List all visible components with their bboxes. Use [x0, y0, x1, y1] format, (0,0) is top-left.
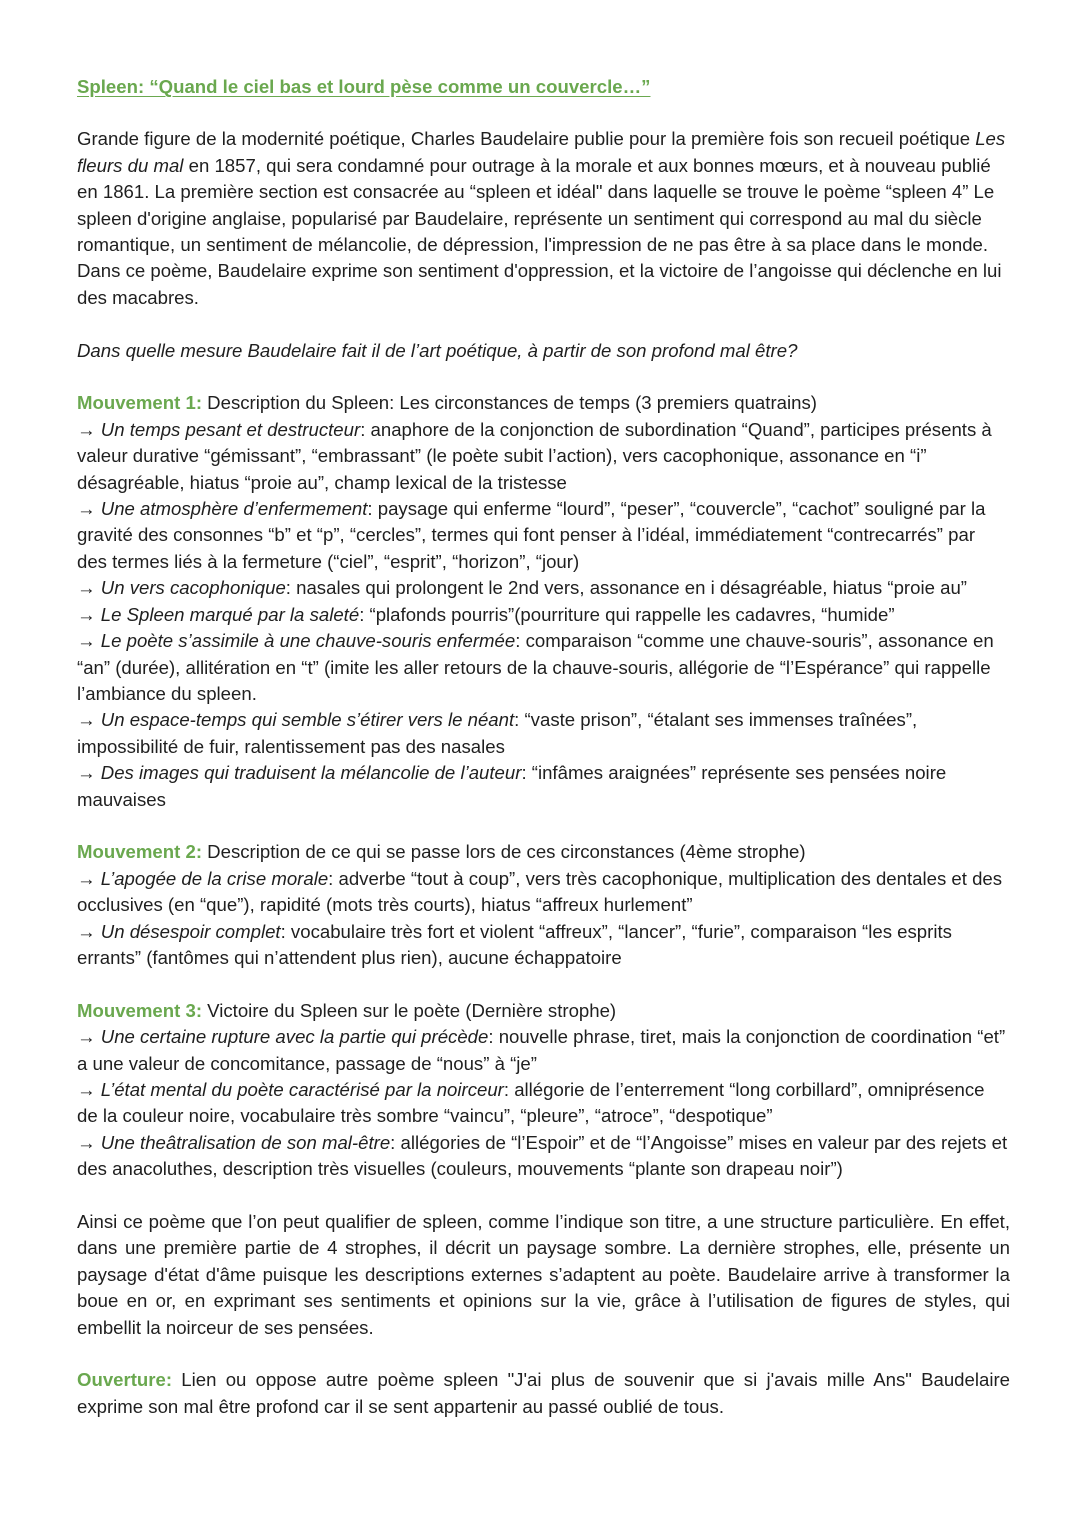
movement-1-heading: Description du Spleen: Les circonstances de temps (3 premiers quatrains) — [202, 392, 817, 414]
point-text: : allégorie de l’enterrement “long corbillard”, omniprésence de la couleur noire, vocabulaire très sombre “vaincu”, “pleure”, “atroce”, “despotique” — [77, 1078, 985, 1127]
point-lead: Un désespoir complet — [100, 920, 281, 942]
arrow-icon: → — [77, 630, 96, 652]
movement-2-header — [77, 839, 1010, 865]
point-lead: Une atmosphère d’enfermement — [100, 498, 368, 520]
intro-paragraph — [77, 126, 1010, 311]
arrow-icon: → — [77, 709, 96, 731]
point-text: : adverbe “tout à coup”, vers très cacophonique, multiplication des dentales et des occlusives (en “que”), rapidité (mots très courts), hiatus “affreux hurlement” — [77, 867, 1003, 916]
conclusion-paragraph: Ainsi ce poème que l’on peut qualifier de spleen, comme l’indique son titre, a une structure particulière. En effet, dans une première partie de 4 strophes, il décrit un paysage sombre. La dernière strophes, elle, présente un paysage d'état d'âme puisque les descriptions externes s’adaptent au poète. Baudelaire arrive à transformer la boue en or, en exprimant ses sentiments et opinions sur la vie, grâce à l’utilisation de figures de styles, qui embellit la noirceur de ses pensées. — [77, 1210, 1010, 1338]
arrow-icon: → — [77, 603, 96, 625]
point-lead: Une theâtralisation de son mal-être — [100, 1131, 391, 1153]
movement-3-point-2 — [77, 1077, 1010, 1130]
movement-3-header — [77, 998, 1010, 1024]
movement-3-section — [77, 998, 1010, 1183]
arrow-icon: → — [77, 1026, 96, 1048]
point-text: : “plafonds pourris”(pourriture qui rappelle les cadavres, “humide” — [359, 603, 895, 625]
point-lead: Un espace-temps qui semble s’étirer vers le néant — [100, 709, 515, 731]
movement-3-heading: Victoire du Spleen sur le poète (Dernière strophe) — [202, 999, 617, 1021]
point-lead: Des images qui traduisent la mélancolie de l’auteur — [100, 762, 522, 784]
point-text: : comparaison “comme une chauve-souris”, assonance en “an” (durée), allitération en “t” (imite les aller retours de la chauve-souris, allégorie de “l’Espérance” qui rappelle l’ambiance du spleen. — [77, 630, 994, 704]
point-text: : paysage qui enferme “lourd”, “peser”, “couvercle”, “cachot” souligné par la gravité des consonnes “b” et “p”, “cercles”, termes qui font penser à l’idéal, immédiatement “contrecarrés” par des termes liés à la fermeture (“ciel”, “esprit”, “horizon”, “jour) — [77, 498, 986, 572]
movement-2-label: Mouvement 2: — [77, 841, 203, 863]
arrow-icon: → — [77, 762, 96, 784]
movement-3-label: Mouvement 3: — [77, 999, 203, 1021]
movement-1-point-4 — [77, 602, 1010, 628]
movement-1-section — [77, 390, 1010, 813]
point-lead: L’apogée de la crise morale — [100, 867, 329, 889]
point-text: : nouvelle phrase, tiret, mais la conjonction de coordination “et” a une valeur de concomitance, passage de “nous” à “je” — [77, 1026, 1006, 1074]
point-lead: Un temps pesant et destructeur — [100, 418, 361, 440]
arrow-icon: → — [77, 418, 96, 440]
movement-1-point-3 — [77, 575, 1010, 601]
point-lead: L’état mental du poète caractérisé par la noirceur — [100, 1078, 504, 1100]
point-text: : nasales qui prolongent le 2nd vers, assonance en i désagréable, hiatus “proie au” — [285, 577, 967, 599]
opening-text: Lien ou oppose autre poème spleen "J'ai plus de souvenir que si j'avais mille Ans" Baudelaire exprime son mal être profond car il se sent appartenir au passé oublié de tous. — [77, 1369, 1010, 1417]
movement-2-heading: Description de ce qui se passe lors de ces circonstances (4ème strophe) — [202, 841, 806, 863]
movement-3-point-3 — [77, 1130, 1010, 1183]
point-text: : anaphore de la conjonction de subordination “Quand”, participes présents à valeur durative “gémissant”, “embrassant” (le poète subit l’action), vers cacophonique, assonance en “i” désagréable, hiatus “proie au”, champ lexical de la tristesse — [77, 418, 992, 493]
opening-label: Ouverture: — [77, 1369, 173, 1391]
movement-1-label: Mouvement 1: — [77, 392, 203, 414]
movement-1-point-2 — [77, 496, 1010, 575]
movement-2-section — [77, 839, 1010, 971]
point-lead: Le poète s’assimile à une chauve-souris enfermée — [100, 630, 516, 652]
point-text: : “vaste prison”, “étalant ses immenses traînées”, impossibilité de fuir, ralentissement pas des nasales — [77, 709, 918, 757]
movement-1-point-7 — [77, 760, 1010, 813]
problematic-question: Dans quelle mesure Baudelaire fait il de l’art poétique, à partir de son profond mal être? — [77, 339, 798, 361]
point-lead: Un vers cacophonique — [100, 577, 286, 599]
document-title: Spleen: “Quand le ciel bas et lourd pèse comme un couvercle…” — [77, 76, 651, 97]
book-title: Les fleurs du mal — [77, 128, 1006, 176]
arrow-icon: → — [77, 867, 96, 889]
movement-1-point-6 — [77, 707, 1010, 760]
point-text: : vocabulaire très fort et violent “affreux”, “lancer”, “furie”, comparaison “les esprits errants” (fantômes qui n’attendent plus rien), aucune échappatoire — [77, 920, 952, 968]
movement-1-header — [77, 390, 1010, 416]
movement-1-point-5 — [77, 628, 1010, 707]
movement-2-point-2 — [77, 919, 1010, 972]
point-lead: Le Spleen marqué par la saleté — [100, 603, 360, 625]
arrow-icon: → — [77, 498, 96, 520]
arrow-icon: → — [77, 1131, 96, 1153]
point-text: : allégories de “l’Espoir” et de “l’Angoisse” mises en valeur par des rejets et des anacoluthes, description très visuelles (couleurs, mouvements “plante son drapeau noir”) — [77, 1131, 1008, 1180]
movement-1-point-1 — [77, 417, 1010, 496]
arrow-icon: → — [77, 1078, 96, 1100]
arrow-icon: → — [77, 577, 96, 599]
point-text: : “infâmes araignées” représente ses pensées noire mauvaises — [77, 762, 947, 810]
movement-3-point-1 — [77, 1024, 1010, 1077]
intro-text-end: en 1857, qui sera condamné pour outrage à la morale et aux bonnes mœurs, et à nouveau publié en 1861. La première section est consacrée au “spleen et idéal" dans laquelle se trouve le poème “spleen 4” Le spleen d'origine anglaise, popularisé par Baudelaire, représente un sentiment qui correspond au mal du siècle romantique, un sentiment de mélancolie, de dépression, l'impression de ne pas être à sa place dans le monde. Dans ce poème, Baudelaire exprime son sentiment d'oppression, et la victoire de l’angoisse qui déclenche en lui des macabres. — [77, 154, 1002, 308]
intro-text-start: Grande figure de la modernité poétique, Charles Baudelaire publie pour la première fois son recueil poétique — [77, 128, 976, 150]
opening-paragraph — [77, 1367, 1010, 1420]
arrow-icon: → — [77, 920, 96, 942]
movement-2-point-1 — [77, 866, 1010, 919]
point-lead: Une certaine rupture avec la partie qui précède — [100, 1026, 489, 1048]
